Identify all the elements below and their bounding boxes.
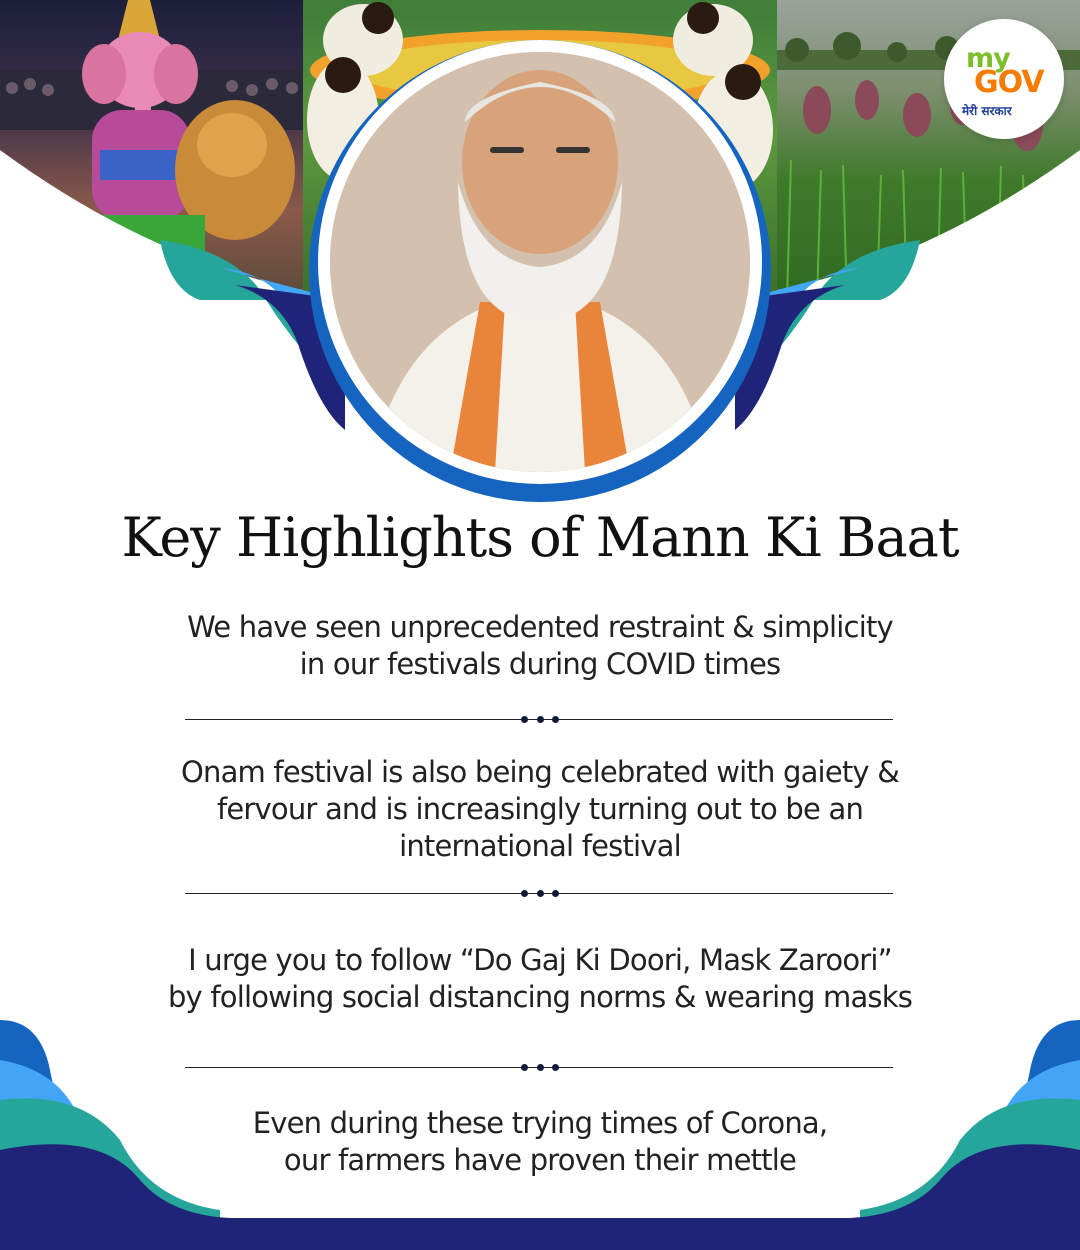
logo-my-text: my (966, 43, 1010, 74)
logo-tagline: मेरी सरकार (962, 104, 1012, 118)
divider-dots (521, 1063, 559, 1072)
highlight-line: our farmers have proven their mettle (283, 1143, 797, 1177)
leader-portrait (330, 52, 750, 472)
highlight-line: international festival (399, 829, 681, 863)
highlight-line: Onam festival is also being celebrated with gaiety & (180, 755, 900, 789)
mygov-logo[interactable] (944, 19, 1064, 139)
highlight-line: I urge you to follow “Do Gaj Ki Doori, Mask Zaroori” (188, 943, 892, 977)
divider-dots (521, 715, 559, 724)
highlight-item (140, 942, 940, 1016)
highlight-line: in our festivals during COVID times (299, 647, 781, 681)
highlight-line: by following social distancing norms & wearing masks (167, 980, 913, 1014)
highlight-item (140, 1105, 940, 1179)
page-title: Key Highlights of Mann Ki Baat (121, 506, 959, 569)
highlight-line: We have seen unprecedented restraint & simplicity (187, 610, 893, 644)
highlight-line: fervour and is increasingly turning out to be an (216, 792, 864, 826)
logo-gov-text: GOV (974, 65, 1044, 100)
highlight-line: Even during these trying times of Corona, (252, 1106, 828, 1140)
leader-portrait-illustration (330, 52, 750, 472)
divider-dots (521, 889, 559, 898)
highlight-item (140, 609, 940, 683)
highlight-item (140, 754, 940, 865)
